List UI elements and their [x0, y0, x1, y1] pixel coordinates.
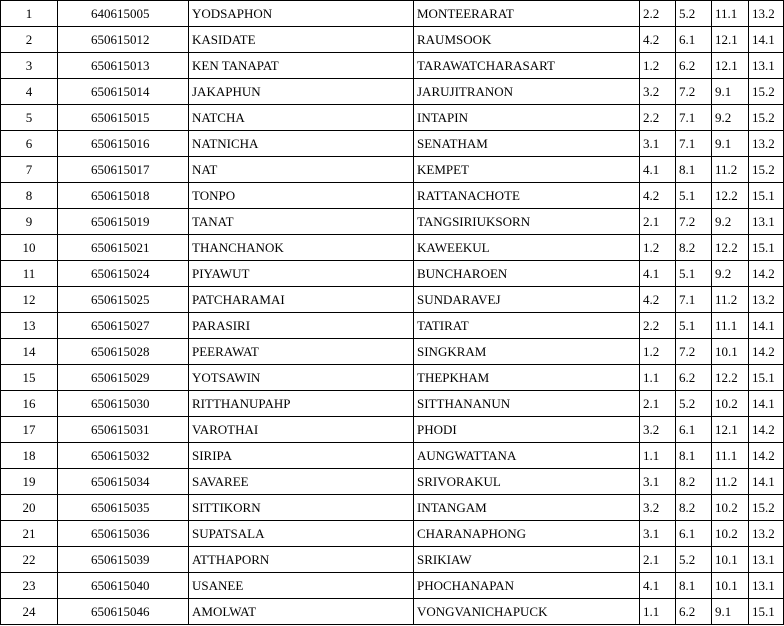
score-3-cell: 10.2 [712, 391, 749, 417]
table-row [1, 469, 784, 495]
score-2-cell: 6.1 [676, 27, 712, 53]
last-name-cell: KAWEEKUL [414, 235, 640, 261]
score-1-cell: 3.2 [640, 417, 676, 443]
score-2-cell: 7.1 [676, 131, 712, 157]
score-4-cell: 15.1 [749, 365, 784, 391]
table-row [1, 339, 784, 365]
row-number-cell: 24 [1, 599, 58, 625]
score-4-cell: 15.1 [749, 235, 784, 261]
row-number-cell: 4 [1, 79, 58, 105]
last-name-cell: RATTANACHOTE [414, 183, 640, 209]
last-name-cell: KEMPET [414, 157, 640, 183]
score-4-cell: 13.2 [749, 1, 784, 27]
first-name-cell: AMOLWAT [189, 599, 414, 625]
table-row [1, 157, 784, 183]
score-2-cell: 7.2 [676, 79, 712, 105]
score-4-cell: 15.1 [749, 183, 784, 209]
table-row [1, 287, 784, 313]
score-4-cell: 13.2 [749, 287, 784, 313]
score-3-cell: 11.2 [712, 287, 749, 313]
score-4-cell: 14.1 [749, 313, 784, 339]
first-name-cell: JAKAPHUN [189, 79, 414, 105]
last-name-cell: MONTEERARAT [414, 1, 640, 27]
last-name-cell: VONGVANICHAPUCK [414, 599, 640, 625]
student-id-cell: 650615032 [58, 443, 189, 469]
score-2-cell: 5.2 [676, 547, 712, 573]
row-number-cell: 18 [1, 443, 58, 469]
score-2-cell: 8.1 [676, 443, 712, 469]
score-4-cell: 13.2 [749, 521, 784, 547]
last-name-cell: TARAWATCHARASART [414, 53, 640, 79]
table-row [1, 547, 784, 573]
score-4-cell: 15.2 [749, 105, 784, 131]
row-number-cell: 8 [1, 183, 58, 209]
row-number-cell: 5 [1, 105, 58, 131]
score-1-cell: 2.1 [640, 391, 676, 417]
student-id-cell: 650615015 [58, 105, 189, 131]
table-row [1, 209, 784, 235]
score-2-cell: 8.1 [676, 573, 712, 599]
first-name-cell: PARASIRI [189, 313, 414, 339]
score-4-cell: 13.1 [749, 209, 784, 235]
last-name-cell: SUNDARAVEJ [414, 287, 640, 313]
score-1-cell: 2.2 [640, 1, 676, 27]
score-2-cell: 8.1 [676, 157, 712, 183]
score-1-cell: 4.2 [640, 27, 676, 53]
first-name-cell: SUPATSALA [189, 521, 414, 547]
score-2-cell: 6.1 [676, 521, 712, 547]
score-2-cell: 6.2 [676, 365, 712, 391]
score-1-cell: 3.1 [640, 521, 676, 547]
student-id-cell: 650615016 [58, 131, 189, 157]
score-2-cell: 7.2 [676, 209, 712, 235]
student-id-cell: 640615005 [58, 1, 189, 27]
last-name-cell: JARUJITRANON [414, 79, 640, 105]
row-number-cell: 17 [1, 417, 58, 443]
first-name-cell: PIYAWUT [189, 261, 414, 287]
score-3-cell: 10.2 [712, 495, 749, 521]
table-row [1, 417, 784, 443]
row-number-cell: 12 [1, 287, 58, 313]
first-name-cell: PEERAWAT [189, 339, 414, 365]
score-3-cell: 11.2 [712, 469, 749, 495]
score-2-cell: 8.2 [676, 469, 712, 495]
row-number-cell: 15 [1, 365, 58, 391]
student-id-cell: 650615039 [58, 547, 189, 573]
score-3-cell: 11.1 [712, 313, 749, 339]
score-3-cell: 12.1 [712, 27, 749, 53]
row-number-cell: 20 [1, 495, 58, 521]
score-1-cell: 1.1 [640, 443, 676, 469]
table-row [1, 521, 784, 547]
last-name-cell: PHOCHANAPAN [414, 573, 640, 599]
student-id-cell: 650615027 [58, 313, 189, 339]
first-name-cell: USANEE [189, 573, 414, 599]
table-row [1, 443, 784, 469]
row-number-cell: 16 [1, 391, 58, 417]
row-number-cell: 23 [1, 573, 58, 599]
score-1-cell: 4.2 [640, 287, 676, 313]
last-name-cell: TANGSIRIUKSORN [414, 209, 640, 235]
student-id-cell: 650615046 [58, 599, 189, 625]
first-name-cell: NAT [189, 157, 414, 183]
score-1-cell: 1.2 [640, 53, 676, 79]
table-row [1, 27, 784, 53]
score-1-cell: 3.1 [640, 131, 676, 157]
score-2-cell: 7.1 [676, 287, 712, 313]
score-1-cell: 3.2 [640, 495, 676, 521]
score-3-cell: 9.1 [712, 599, 749, 625]
score-4-cell: 13.2 [749, 131, 784, 157]
score-2-cell: 6.2 [676, 53, 712, 79]
table-row [1, 131, 784, 157]
score-1-cell: 2.2 [640, 105, 676, 131]
row-number-cell: 22 [1, 547, 58, 573]
last-name-cell: SRIKIAW [414, 547, 640, 573]
score-2-cell: 8.2 [676, 235, 712, 261]
first-name-cell: YOTSAWIN [189, 365, 414, 391]
score-3-cell: 12.2 [712, 183, 749, 209]
first-name-cell: KASIDATE [189, 27, 414, 53]
row-number-cell: 7 [1, 157, 58, 183]
score-3-cell: 9.2 [712, 209, 749, 235]
score-4-cell: 14.1 [749, 469, 784, 495]
table-row [1, 573, 784, 599]
score-3-cell: 10.1 [712, 547, 749, 573]
last-name-cell: PHODI [414, 417, 640, 443]
last-name-cell: SITTHANANUN [414, 391, 640, 417]
score-3-cell: 12.1 [712, 417, 749, 443]
student-id-cell: 650615035 [58, 495, 189, 521]
student-id-cell: 650615018 [58, 183, 189, 209]
last-name-cell: CHARANAPHONG [414, 521, 640, 547]
score-4-cell: 13.1 [749, 547, 784, 573]
score-4-cell: 13.1 [749, 573, 784, 599]
first-name-cell: NATCHA [189, 105, 414, 131]
score-4-cell: 14.2 [749, 417, 784, 443]
student-id-cell: 650615036 [58, 521, 189, 547]
score-1-cell: 3.2 [640, 79, 676, 105]
score-1-cell: 4.2 [640, 183, 676, 209]
score-2-cell: 6.2 [676, 599, 712, 625]
last-name-cell: SENATHAM [414, 131, 640, 157]
row-number-cell: 21 [1, 521, 58, 547]
last-name-cell: SRIVORAKUL [414, 469, 640, 495]
score-1-cell: 1.2 [640, 235, 676, 261]
first-name-cell: NATNICHA [189, 131, 414, 157]
last-name-cell: INTAPIN [414, 105, 640, 131]
student-id-cell: 650615025 [58, 287, 189, 313]
student-id-cell: 650615031 [58, 417, 189, 443]
student-id-cell: 650615019 [58, 209, 189, 235]
score-4-cell: 14.1 [749, 391, 784, 417]
score-1-cell: 4.1 [640, 157, 676, 183]
last-name-cell: TATIRAT [414, 313, 640, 339]
score-2-cell: 5.1 [676, 261, 712, 287]
student-id-cell: 650615024 [58, 261, 189, 287]
score-2-cell: 5.1 [676, 183, 712, 209]
score-3-cell: 10.1 [712, 573, 749, 599]
row-number-cell: 9 [1, 209, 58, 235]
score-1-cell: 4.1 [640, 261, 676, 287]
table-row [1, 183, 784, 209]
score-3-cell: 11.2 [712, 157, 749, 183]
first-name-cell: TANAT [189, 209, 414, 235]
first-name-cell: TONPO [189, 183, 414, 209]
score-1-cell: 2.1 [640, 547, 676, 573]
score-1-cell: 2.1 [640, 209, 676, 235]
student-id-cell: 650615040 [58, 573, 189, 599]
row-number-cell: 14 [1, 339, 58, 365]
last-name-cell: BUNCHAROEN [414, 261, 640, 287]
row-number-cell: 11 [1, 261, 58, 287]
row-number-cell: 1 [1, 1, 58, 27]
score-1-cell: 2.2 [640, 313, 676, 339]
score-2-cell: 5.2 [676, 391, 712, 417]
score-4-cell: 14.2 [749, 443, 784, 469]
score-1-cell: 1.1 [640, 365, 676, 391]
last-name-cell: RAUMSOOK [414, 27, 640, 53]
score-4-cell: 14.2 [749, 339, 784, 365]
row-number-cell: 6 [1, 131, 58, 157]
table-row [1, 105, 784, 131]
score-4-cell: 15.1 [749, 599, 784, 625]
first-name-cell: YODSAPHON [189, 1, 414, 27]
student-id-cell: 650615034 [58, 469, 189, 495]
table-row [1, 391, 784, 417]
score-2-cell: 7.1 [676, 105, 712, 131]
student-id-cell: 650615021 [58, 235, 189, 261]
student-id-cell: 650615028 [58, 339, 189, 365]
score-2-cell: 8.2 [676, 495, 712, 521]
student-id-cell: 650615030 [58, 391, 189, 417]
row-number-cell: 2 [1, 27, 58, 53]
score-2-cell: 7.2 [676, 339, 712, 365]
score-3-cell: 9.1 [712, 79, 749, 105]
row-number-cell: 10 [1, 235, 58, 261]
score-3-cell: 10.2 [712, 521, 749, 547]
score-3-cell: 12.2 [712, 365, 749, 391]
score-4-cell: 15.2 [749, 495, 784, 521]
score-4-cell: 15.2 [749, 157, 784, 183]
row-number-cell: 3 [1, 53, 58, 79]
row-number-cell: 19 [1, 469, 58, 495]
table-row [1, 235, 784, 261]
table-row [1, 495, 784, 521]
score-3-cell: 11.1 [712, 443, 749, 469]
score-1-cell: 1.1 [640, 599, 676, 625]
table-row [1, 79, 784, 105]
score-4-cell: 14.1 [749, 27, 784, 53]
table-body [1, 1, 784, 625]
first-name-cell: SIRIPA [189, 443, 414, 469]
last-name-cell: AUNGWATTANA [414, 443, 640, 469]
score-3-cell: 9.2 [712, 261, 749, 287]
student-id-cell: 650615014 [58, 79, 189, 105]
first-name-cell: SITTIKORN [189, 495, 414, 521]
last-name-cell: THEPKHAM [414, 365, 640, 391]
student-id-cell: 650615012 [58, 27, 189, 53]
score-3-cell: 9.1 [712, 131, 749, 157]
score-3-cell: 10.1 [712, 339, 749, 365]
first-name-cell: KEN TANAPAT [189, 53, 414, 79]
table-row [1, 53, 784, 79]
first-name-cell: THANCHANOK [189, 235, 414, 261]
row-number-cell: 13 [1, 313, 58, 339]
last-name-cell: SINGKRAM [414, 339, 640, 365]
student-id-cell: 650615029 [58, 365, 189, 391]
score-1-cell: 1.2 [640, 339, 676, 365]
score-3-cell: 9.2 [712, 105, 749, 131]
score-4-cell: 15.2 [749, 79, 784, 105]
table-row [1, 313, 784, 339]
score-1-cell: 4.1 [640, 573, 676, 599]
first-name-cell: SAVAREE [189, 469, 414, 495]
student-id-cell: 650615017 [58, 157, 189, 183]
first-name-cell: ATTHAPORN [189, 547, 414, 573]
score-2-cell: 5.2 [676, 1, 712, 27]
score-4-cell: 13.1 [749, 53, 784, 79]
table-row [1, 365, 784, 391]
first-name-cell: PATCHARAMAI [189, 287, 414, 313]
score-3-cell: 12.2 [712, 235, 749, 261]
student-id-cell: 650615013 [58, 53, 189, 79]
score-2-cell: 5.1 [676, 313, 712, 339]
score-3-cell: 11.1 [712, 1, 749, 27]
first-name-cell: VAROTHAI [189, 417, 414, 443]
score-2-cell: 6.1 [676, 417, 712, 443]
table-row [1, 261, 784, 287]
score-4-cell: 14.2 [749, 261, 784, 287]
first-name-cell: RITTHANUPAHP [189, 391, 414, 417]
score-1-cell: 3.1 [640, 469, 676, 495]
last-name-cell: INTANGAM [414, 495, 640, 521]
score-3-cell: 12.1 [712, 53, 749, 79]
table-row [1, 1, 784, 27]
table-row [1, 599, 784, 625]
